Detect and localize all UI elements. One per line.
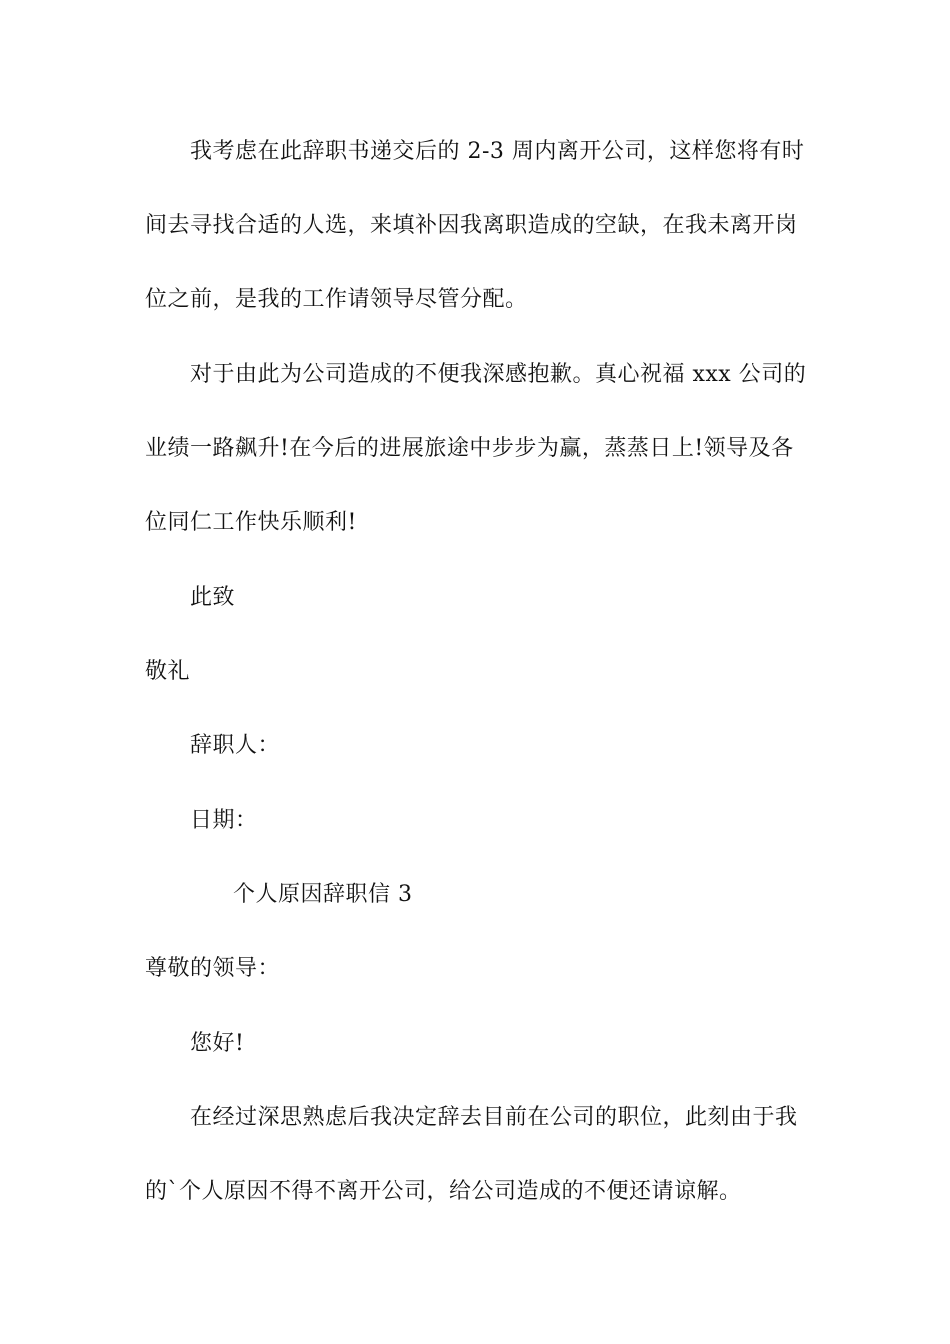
paragraph-line: 业绩一路飙升!在今后的进展旅途中步步为赢，蒸蒸日上!领导及各: [145, 436, 794, 461]
signer-label: 辞职人：: [190, 733, 281, 758]
paragraph-line: 我考虑在此辞职书递交后的 2-3 周内离开公司，这样您将有时: [190, 139, 805, 164]
paragraph-line: 对于由此为公司造成的不便我深感抱歉。真心祝福 xxx 公司的: [190, 362, 807, 387]
paragraph-line: 位之前，是我的工作请领导尽管分配。: [145, 287, 528, 312]
greeting: 您好!: [190, 1031, 245, 1056]
closing-salutation: 此致: [190, 585, 236, 610]
paragraph-line: 的`个人原因不得不离开公司，给公司造成的不便还请谅解。: [145, 1179, 742, 1204]
closing-regards: 敬礼: [145, 659, 191, 684]
paragraph-line: 位同仁工作快乐顺利!: [145, 510, 357, 535]
section-title: 个人原因辞职信 3: [233, 882, 413, 907]
paragraph-line: 间去寻找合适的人选，来填补因我离职造成的空缺，在我未离开岗: [145, 213, 798, 238]
paragraph-line: 在经过深思熟虑后我决定辞去目前在公司的职位，此刻由于我: [190, 1105, 798, 1130]
greeting-recipient: 尊敬的领导：: [145, 956, 281, 981]
date-label: 日期：: [190, 808, 258, 833]
